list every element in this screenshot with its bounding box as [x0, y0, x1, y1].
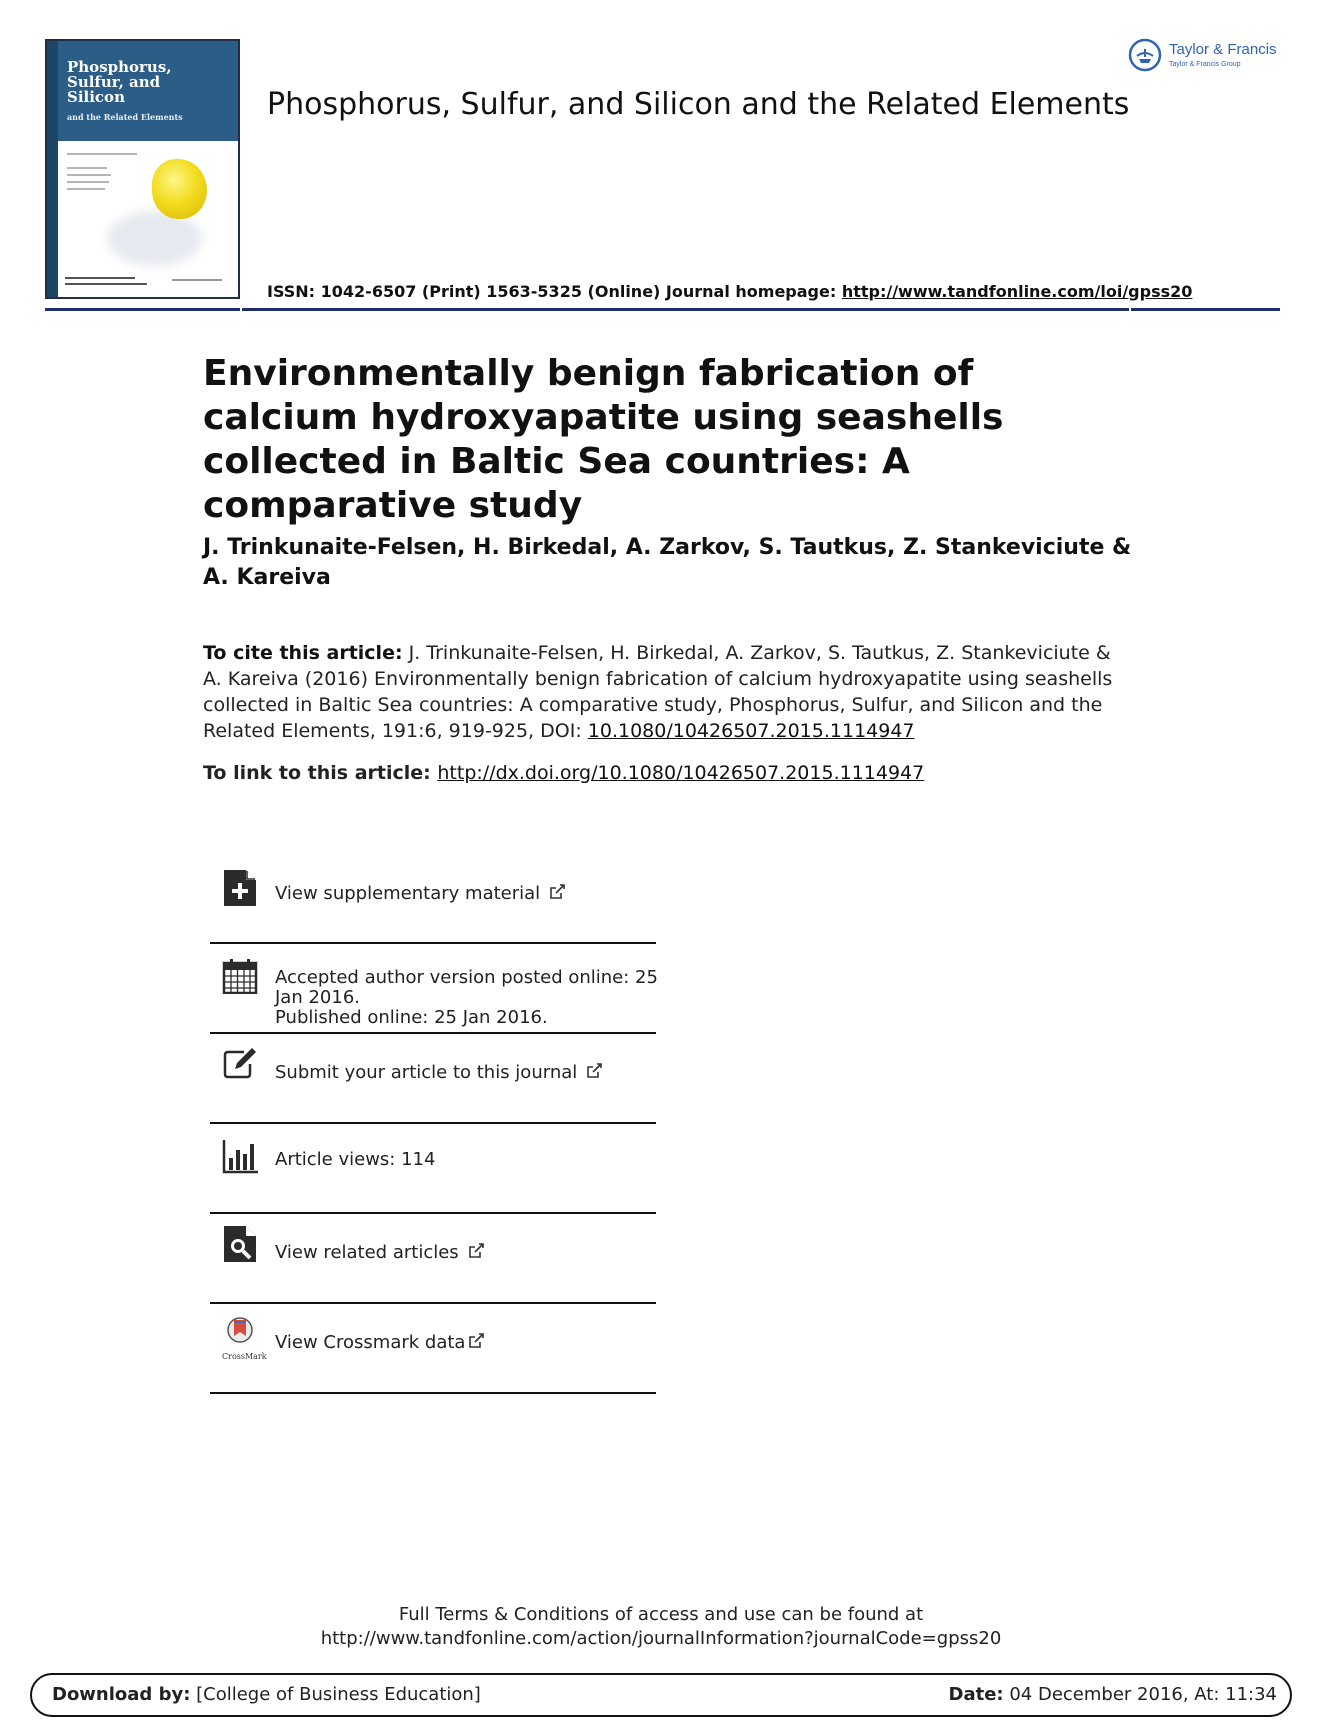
row-divider — [210, 1302, 656, 1304]
external-link-icon — [467, 1332, 485, 1350]
accepted-date: Accepted author version posted online: 25 — [275, 967, 658, 988]
journal-cover-image — [45, 39, 240, 299]
calendar-icon — [222, 958, 258, 994]
related-row[interactable] — [210, 1220, 656, 1280]
edit-icon — [222, 1046, 258, 1082]
journal-name: Phosphorus, Sulfur, and Silicon and the Related Elements — [267, 87, 1130, 122]
header-divider — [45, 308, 1280, 311]
issn-line — [267, 282, 1192, 301]
row-divider — [210, 1032, 656, 1034]
row-divider — [210, 1122, 656, 1124]
link-label: To link to this article: — [203, 762, 438, 784]
supplementary-label: View supplementary material — [275, 883, 541, 904]
crossmark-row[interactable] — [210, 1310, 656, 1380]
article-doi-url-link[interactable]: http://dx.doi.org/10.1080/10426507.2015.1114947 — [437, 762, 925, 784]
download-date — [949, 1684, 1277, 1705]
external-link-icon — [548, 883, 566, 901]
journal-homepage-link[interactable]: http://www.tandfonline.com/loi/gpss20 — [841, 282, 1193, 301]
external-link-icon — [585, 1062, 603, 1080]
views-row — [210, 1130, 656, 1190]
download-by-label: Download by: — [52, 1684, 191, 1705]
cover-subtitle: and the Related Elements — [67, 112, 183, 122]
crossmark-icon — [222, 1316, 258, 1352]
download-by — [52, 1684, 481, 1705]
article-authors: J. Trinkunaite-Felsen, H. Birkedal, A. Zarkov, S. Tautkus, Z. Stankeviciute & A. Kareiva — [203, 535, 1132, 590]
terms-notice — [0, 1603, 1322, 1651]
bar-chart-icon — [222, 1138, 258, 1174]
file-plus-icon — [222, 870, 258, 906]
dates-row — [210, 950, 656, 1030]
download-date-value: 04 December 2016, At: 11:34 — [1003, 1684, 1277, 1705]
doi-link[interactable]: 10.1080/10426507.2015.1114947 — [587, 720, 915, 742]
citation-block — [203, 640, 1128, 744]
citation-text: J. Trinkunaite-Felsen, H. Birkedal, A. Zarkov, S. Tautkus, Z. Stankeviciute & A. Kareiva (2016) Environmentally benign fabrication of calcium hydroxyapatite using seashells collected in Baltic Sea countries: A comparative study, Phosphorus, Sulfur, and Silicon and the Related Elements, 191:6, 919-925, DOI: — [203, 642, 1113, 742]
cover-title: Phosphorus, Sulfur, and Silicon — [67, 58, 172, 106]
row-divider — [210, 942, 656, 944]
citation-label: To cite this article: — [203, 642, 403, 664]
crossmark-label: View Crossmark data — [275, 1332, 466, 1353]
terms-line1: Full Terms & Conditions of access and use can be found at — [398, 1604, 924, 1625]
row-divider — [210, 1392, 656, 1394]
related-label: View related articles — [275, 1242, 459, 1263]
external-link-icon — [467, 1242, 485, 1260]
submit-label: Submit your article to this journal — [275, 1062, 578, 1083]
crossmark-icon-label: CrossMark — [222, 1352, 267, 1361]
download-date-label: Date: — [948, 1684, 1004, 1705]
article-title: Environmentally benign fabrication of calcium hydroxyapatite using seashells collected in Baltic Sea countries: A comparative study — [203, 353, 1004, 526]
download-by-value: [College of Business Education] — [190, 1684, 481, 1705]
accepted-date-cont: Jan 2016. — [275, 987, 360, 1008]
article-views: Article views: 114 — [275, 1149, 436, 1170]
supplementary-row[interactable] — [210, 862, 656, 922]
taylor-francis-logo-icon — [1128, 38, 1162, 72]
publisher-group: Taylor & Francis Group — [1169, 61, 1241, 68]
search-document-icon — [222, 1226, 258, 1262]
cover-crystal-image — [152, 159, 207, 219]
published-date: Published online: 25 Jan 2016. — [275, 1007, 548, 1028]
terms-url[interactable]: http://www.tandfonline.com/action/journalInformation?journalCode=gpss20 — [320, 1628, 1002, 1649]
row-divider — [210, 1212, 656, 1214]
publisher-name: Taylor & Francis — [1169, 41, 1277, 58]
issn-text: ISSN: 1042-6507 (Print) 1563-5325 (Online) Journal homepage: — [267, 282, 842, 301]
article-link-line — [203, 762, 924, 784]
submit-row[interactable] — [210, 1040, 656, 1100]
